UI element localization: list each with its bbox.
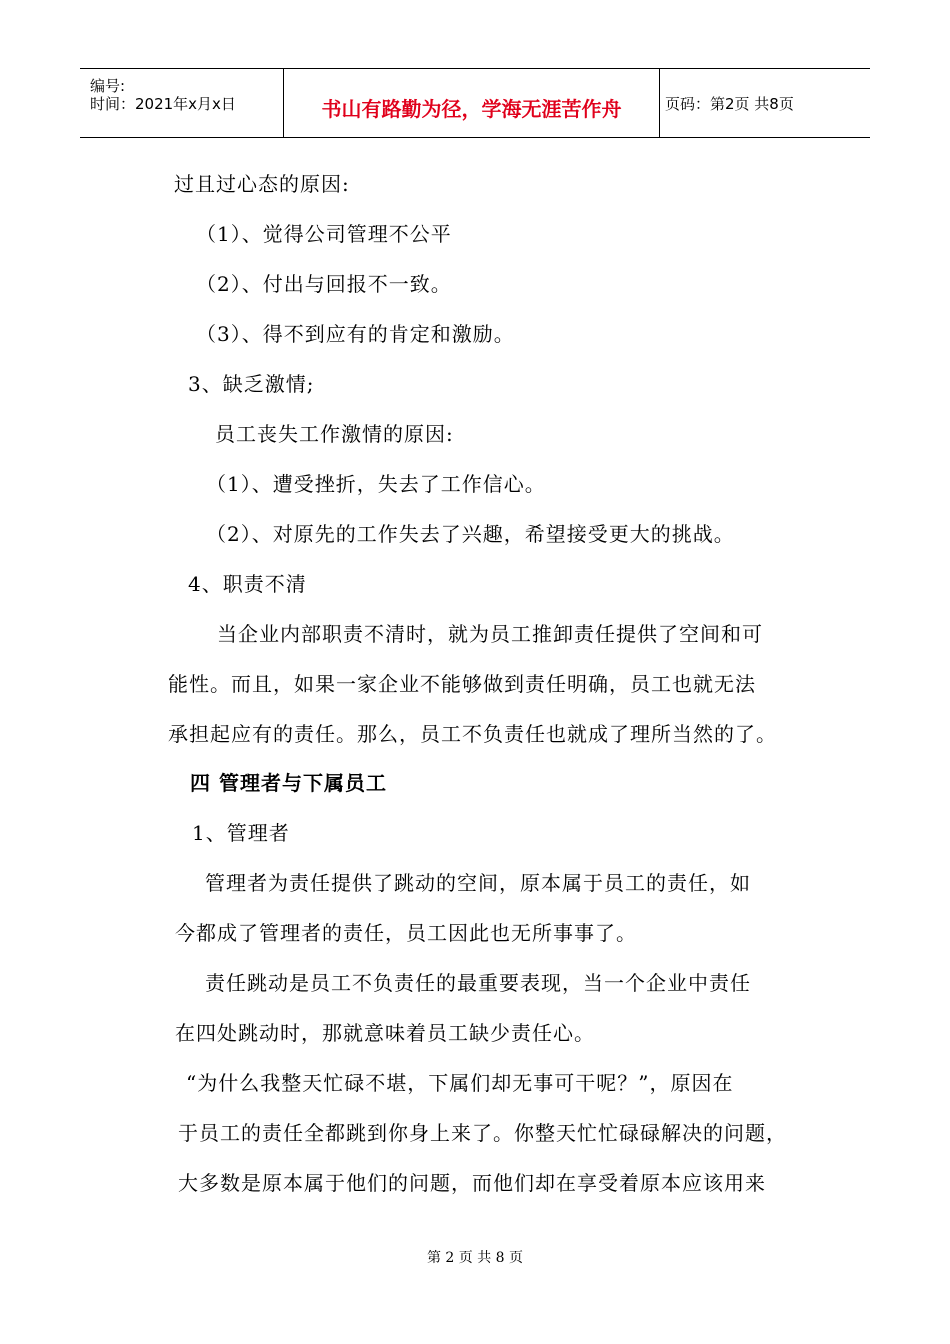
header-motto-cell (283, 69, 660, 137)
list-item: （2）、对原先的工作失去了兴趣，希望接受更大的挑战。 (206, 522, 735, 546)
paragraph-line: 大多数是原本属于他们的问题，而他们却在享受着原本应该用来 (178, 1171, 766, 1195)
paragraph-line: “为什么我整天忙碌不堪，下属们却无事可干呢？”，原因在 (186, 1071, 734, 1095)
paragraph-line: 承担起应有的责任。那么，员工不负责任也就成了理所当然的了。 (168, 722, 777, 746)
list-item: （3）、得不到应有的肯定和激励。 (196, 322, 515, 346)
page-header (80, 68, 870, 138)
paragraph-line: 管理者为责任提供了跳动的空间，原本属于员工的责任，如 (205, 871, 751, 895)
list-item: （1）、觉得公司管理不公平 (196, 222, 452, 246)
paragraph-line: 当企业内部职责不清时，就为员工推卸责任提供了空间和可 (217, 622, 763, 646)
paragraph-line: 能性。而且，如果一家企业不能够做到责任明确，员工也就无法 (168, 672, 756, 696)
date-text: 时间：2021年x月x日 (90, 95, 236, 113)
serial-number-label: 编号: (90, 77, 126, 95)
header-page-info: 页码：第2页 共8页 (665, 95, 794, 113)
header-page-cell (660, 69, 870, 137)
subheading: 1、管理者 (192, 821, 290, 845)
paragraph-line: 在四处跳动时，那就意味着员工缺少责任心。 (175, 1021, 595, 1045)
header-info-cell (80, 69, 283, 137)
paragraph-line: 今都成了管理者的责任，员工因此也无所事事了。 (175, 921, 637, 945)
list-item: （2）、付出与回报不一致。 (196, 272, 452, 296)
subheading: 3、缺乏激情; (188, 372, 315, 396)
subheading: 4、职责不清 (188, 572, 307, 596)
page-footer: 第 2 页 共 8 页 (426, 1250, 524, 1266)
paragraph-line: 于员工的责任全都跳到你身上来了。你整天忙忙碌碌解决的问题， (178, 1121, 787, 1145)
paragraph-line: 过且过心态的原因: (174, 172, 350, 196)
paragraph-line: 员工丧失工作激情的原因: (215, 422, 454, 446)
list-item: （1）、遭受挫折，失去了工作信心。 (206, 472, 546, 496)
section-heading: 四 管理者与下属员工 (190, 771, 387, 795)
motto-text: 书山有路勤为径，学海无涯苦作舟 (321, 97, 622, 121)
paragraph-line: 责任跳动是员工不负责任的最重要表现，当一个企业中责任 (205, 971, 751, 995)
